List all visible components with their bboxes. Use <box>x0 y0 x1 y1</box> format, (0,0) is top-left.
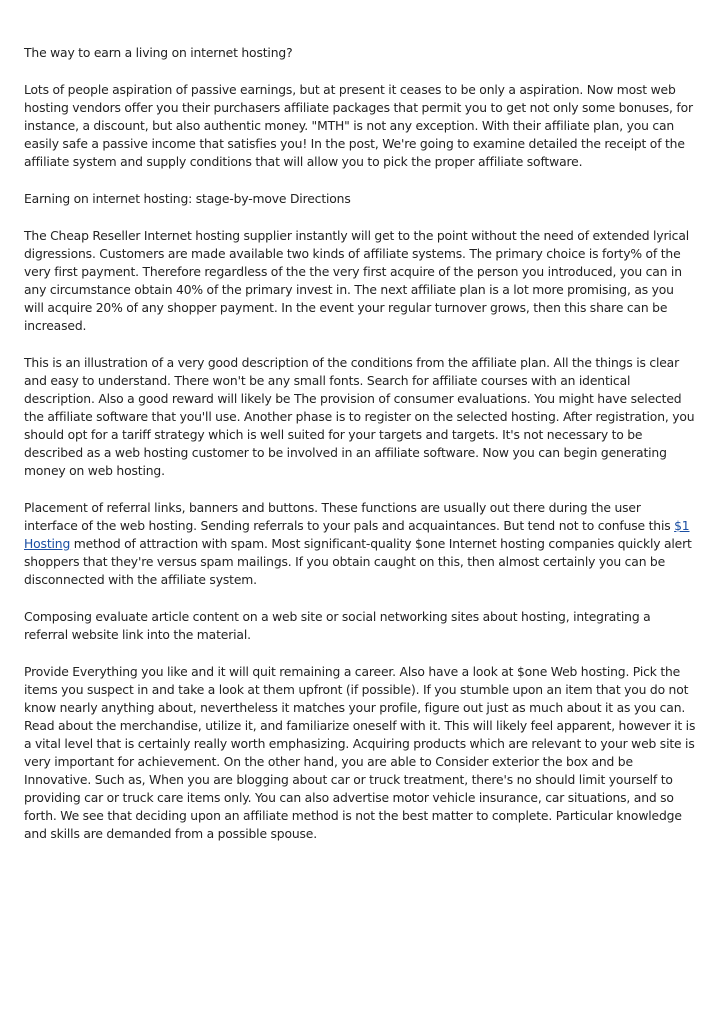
referral-text-after: method of attraction with spam. Most significant-quality $one Internet hosting companies quickly alert shoppers that they're versus spam mailings. If you obtain caught on this, then almost certainly you can be disconnected with the affiliate system. <box>24 537 692 587</box>
referral-links-paragraph <box>24 499 696 589</box>
provide-products-paragraph: Provide Everything you like and it will quit remaining a career. Also have a look at $one Web hosting. Pick the items you suspect in and take a look at them upfront (if possible). If you stumble upon an item that you do not know nearly anything about, nevertheless it matches your profile, figure out just as much about it as you can. Read about the merchandise, utilize it, and familiarize oneself with it. This will likely feel apparent, however it is a vital level that is certainly really worth emphasizing. Acquiring products which are relevant to your web site is very important for achievement. On the other hand, you are able to Consider exterior the box and be Innovative. Such as, When you are blogging about car or truck treatment, there's no should limit yourself to providing car or truck care items only. You can also advertise motor vehicle insurance, car situations, and so forth. We see that deciding upon an affiliate method is not the best matter to complete. Particular knowledge and skills are demanded from a possible spouse. <box>24 665 696 841</box>
article-heading-question: The way to earn a living on internet hosting? <box>24 46 293 60</box>
reseller-paragraph: The Cheap Reseller Internet hosting supplier instantly will get to the point without the need of extended lyrical digressions. Customers are made available two kinds of affiliate systems. The primary choice is forty% of the very first payment. Therefore regardless of the the very first acquire of the person you introduced, you can in any circumstance obtain 40% of the primary invest in. The next affiliate plan is a lot more promising, as you will acquire 20% of any shopper payment. In the event your regular turnover grows, then this share can be increased. <box>24 229 690 333</box>
article-body <box>24 44 696 862</box>
intro-paragraph: Lots of people aspiration of passive earnings, but at present it ceases to be only a aspiration. Now most web hosting vendors offer you their purchasers affiliate packages that permit you to get not only some bonuses, for instance, a discount, but also authentic money. "MTH" is not any exception. With their affiliate plan, you can easily safe a passive income that satisfies you! In the post, We're going to examine detailed the receipt of the affiliate system and supply conditions that will allow you to pick the proper affiliate software. <box>24 83 693 169</box>
section-heading-directions: Earning on internet hosting: stage-by-move Directions <box>24 192 351 206</box>
referral-text-before: Placement of referral links, banners and buttons. These functions are usually out there during the user interface of the web hosting. Sending referrals to your pals and acquaintances. But tend not to confuse this <box>24 501 675 533</box>
hosting-link[interactable]: $1 Hosting <box>24 519 690 551</box>
affiliate-description-paragraph: This is an illustration of a very good description of the conditions from the affiliate plan. All the things is clear and easy to understand. There won't be any small fonts. Search for affiliate courses with an identical description. Also a good reward will likely be The provision of consumer evaluations. You might have selected the affiliate software that you'll use. Another phase is to register on the selected hosting. After registration, you should opt for a tariff strategy which is well suited for your targets and targets. It's not necessary to be described as a web hosting customer to be involved in an affiliate software. Now you can begin generating money on web hosting. <box>24 356 695 478</box>
review-articles-paragraph: Composing evaluate article content on a web site or social networking sites about hosting, integrating a referral website link into the material. <box>24 610 651 642</box>
